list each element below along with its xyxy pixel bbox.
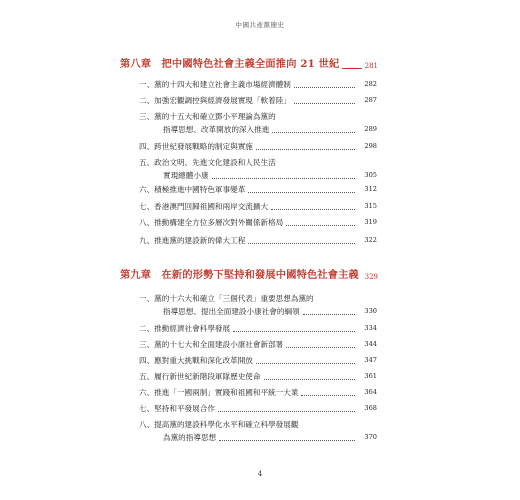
- entry-text: 三、黨的十五大和確立鄧小平理論為黨的: [139, 112, 276, 121]
- leader-dots: [271, 209, 355, 210]
- toc-entry: [139, 200, 377, 213]
- entry-page-number: 370: [364, 433, 377, 441]
- entry-text: 指導思想、提出全面建設小康社會的綱領: [163, 307, 300, 316]
- entry-line: [139, 78, 377, 91]
- toc-entry: [139, 402, 377, 415]
- leader-dots: [303, 314, 355, 315]
- entry-page-number: 312: [364, 185, 377, 193]
- entry-text: 六、推進「一國兩制」實踐和祖國和平統一大業: [139, 388, 299, 397]
- toc-entry: [139, 156, 377, 182]
- entry-text: 一、黨的十四大和建立社會主義市場經濟體制: [139, 80, 291, 89]
- entry-text: 八、提高黨的建設科學化水平和確立科學發展觀: [139, 420, 299, 429]
- running-head: 中國共產黨簡史: [235, 21, 285, 29]
- toc-entry: [139, 338, 377, 351]
- entry-line: [139, 94, 377, 107]
- entry-line: [139, 305, 377, 318]
- chapter-page-number: 329: [364, 273, 378, 281]
- chapter-heading: [120, 57, 378, 71]
- chapter-heading: [120, 268, 378, 282]
- entry-line: [139, 110, 377, 123]
- leader-line: [342, 68, 361, 69]
- toc-entry: [139, 78, 377, 91]
- entry-text: 九、推進黨的建設新的偉大工程: [139, 236, 246, 245]
- entry-page-number: 298: [364, 142, 377, 150]
- entry-text: 七、堅持和平發展合作: [139, 404, 215, 413]
- entry-page-number: 282: [364, 80, 377, 88]
- entry-line: [139, 354, 377, 367]
- leader-dots: [301, 395, 355, 396]
- entry-line: [139, 418, 377, 431]
- entry-text: 五、政治文明、先進文化建設和人民生活: [139, 158, 276, 167]
- toc-entry: [139, 386, 377, 399]
- entry-text: 二、推動經濟社會科學發展: [139, 324, 231, 333]
- toc-entry: [139, 183, 377, 196]
- entry-line: [139, 200, 377, 213]
- leader-dots: [264, 379, 356, 380]
- toc-entry: [139, 110, 377, 136]
- entry-line: [139, 183, 377, 196]
- entry-line: [139, 338, 377, 351]
- entry-text: 六、積極推進中國特色軍事變革: [139, 185, 246, 194]
- entry-text: 指導思想、改革開放的深入推進: [163, 125, 270, 134]
- entry-text: 八、推動構建全方位多層次對外關係新格局: [139, 218, 284, 227]
- entry-page-number: 368: [364, 404, 377, 412]
- leader-dots: [286, 225, 355, 226]
- entry-page-number: 315: [364, 202, 377, 210]
- leader-dots: [248, 243, 355, 244]
- toc-entry: [139, 418, 377, 444]
- leader-dots: [294, 103, 355, 104]
- entry-line: [139, 386, 377, 399]
- entry-page-number: 361: [364, 372, 377, 380]
- entry-page-number: 330: [364, 307, 377, 315]
- entry-page-number: 344: [364, 340, 377, 348]
- entry-line: [139, 216, 377, 229]
- entry-page-number: 305: [364, 171, 377, 179]
- entry-line: [139, 123, 377, 136]
- entry-line: [139, 156, 377, 169]
- toc-entry: [139, 234, 377, 247]
- toc-entry: [139, 322, 377, 335]
- entry-page-number: 322: [364, 236, 377, 244]
- entry-line: [139, 292, 377, 305]
- entry-page-number: 347: [364, 356, 377, 364]
- chapter-title: 第九章 在新的形勢下堅持和發展中國特色社會主義: [120, 269, 359, 281]
- entry-text: 五、履行新世紀新階段軍隊歷史使命: [139, 372, 261, 381]
- entry-text: 為黨的指導思想: [163, 433, 217, 442]
- entry-page-number: 289: [364, 125, 377, 133]
- leader-dots: [219, 440, 355, 441]
- entry-page-number: 334: [364, 324, 377, 332]
- entry-text: 一、黨的十六大和確立「三個代表」重要思想為黨的: [139, 294, 314, 303]
- chapter-page-number: 281: [364, 62, 378, 70]
- toc-entry: [139, 354, 377, 367]
- entry-line: [139, 322, 377, 335]
- leader-dots: [248, 192, 355, 193]
- entry-line: [139, 169, 377, 182]
- toc-entry: [139, 94, 377, 107]
- leader-dots: [212, 178, 355, 179]
- entry-page-number: 364: [364, 388, 377, 396]
- toc-entry: [139, 370, 377, 383]
- leader-dots: [294, 87, 355, 88]
- entry-line: [139, 402, 377, 415]
- entry-page-number: 319: [364, 218, 377, 226]
- entry-line: [139, 431, 377, 444]
- entry-text: 二、加強宏觀調控與經濟發展實現「軟着陸」: [139, 96, 291, 105]
- leader-dots: [218, 411, 355, 412]
- entry-text: 四、跨世紀發展戰略的制定與實施: [139, 142, 253, 151]
- chapter-title: 第八章 把中國特色社會主義全面推向 21 世紀: [120, 58, 340, 70]
- entry-text: 七、香港澳門回歸祖國和兩岸交流擴大: [139, 202, 269, 211]
- entry-line: [139, 234, 377, 247]
- toc-entry: [139, 292, 377, 318]
- leader-dots: [272, 132, 355, 133]
- toc-entry: [139, 216, 377, 229]
- leader-dots: [256, 149, 355, 150]
- leader-dots: [256, 363, 355, 364]
- toc-entry: [139, 140, 377, 153]
- entry-text: 實現總體小康: [163, 171, 209, 180]
- entry-line: [139, 370, 377, 383]
- entry-line: [139, 140, 377, 153]
- page-number: 4: [257, 470, 263, 478]
- leader-dots: [286, 347, 355, 348]
- entry-text: 四、應對重大挑戰和深化改革開放: [139, 356, 253, 365]
- entry-page-number: 287: [364, 96, 377, 104]
- leader-dots: [233, 331, 355, 332]
- entry-text: 三、黨的十七大和全面建設小康社會新部署: [139, 340, 284, 349]
